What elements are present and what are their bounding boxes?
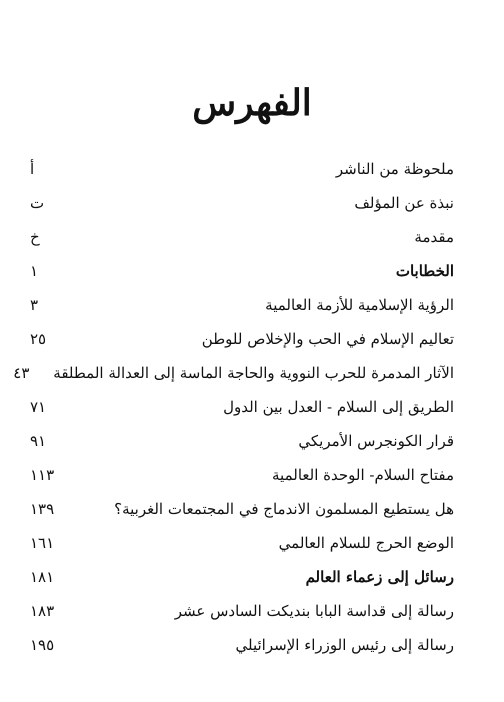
toc-entry-title: قرار الكونجرس الأمريكي <box>298 432 454 450</box>
toc-entry-title: الوضع الحرج للسلام العالمي <box>278 534 454 552</box>
toc-entry-title: ملحوظة من الناشر <box>335 160 454 178</box>
toc-entry-page: ٢٥ <box>30 330 47 348</box>
toc-entry <box>30 628 454 662</box>
toc-entry-title: رسالة إلى رئيس الوزراء الإسرائيلي <box>235 636 454 654</box>
toc-entry <box>30 458 454 492</box>
toc-section-heading <box>30 560 454 594</box>
toc-entry <box>30 526 454 560</box>
toc-entry-title: مفتاح السلام- الوحدة العالمية <box>272 466 454 484</box>
toc-entry <box>30 220 454 254</box>
toc-entry-page: ١٨٣ <box>30 602 55 620</box>
toc-entry-page: ٤٣ <box>13 364 30 382</box>
toc-entry-page: ١٨١ <box>30 568 55 586</box>
toc-entry <box>30 288 454 322</box>
toc-entry-page: ١٩٥ <box>30 636 55 654</box>
toc-entry-page: ١ <box>30 262 39 280</box>
page-title: الفهرس <box>192 82 312 124</box>
toc-section-heading <box>30 254 454 288</box>
toc-entry-page: خ <box>30 228 40 246</box>
toc-entry <box>30 424 454 458</box>
toc-entry-title: رسائل إلى زعماء العالم <box>305 568 454 586</box>
toc-entry-title: تعاليم الإسلام في الحب والإخلاص للوطن <box>201 330 454 348</box>
toc-entry-page: ١٦١ <box>30 534 55 552</box>
toc-entry-page: ١٣٩ <box>30 500 55 518</box>
toc-entry-title: مقدمة <box>414 228 454 246</box>
toc-entry-title: هل يستطيع المسلمون الاندماج في المجتمعات الغربية؟ <box>114 500 454 518</box>
toc-entry <box>30 594 454 628</box>
toc-entry-title: الرؤية الإسلامية للأزمة العالمية <box>265 296 454 314</box>
toc-entry <box>30 322 454 356</box>
toc-entry-title: رسالة إلى قداسة البابا بنديكت السادس عشر <box>174 602 454 620</box>
table-of-contents <box>13 152 454 662</box>
toc-entry-page: ١١٣ <box>30 466 55 484</box>
toc-entry-title: نبذة عن المؤلف <box>354 194 454 212</box>
toc-entry <box>13 356 454 390</box>
toc-entry-page: ت <box>30 194 45 212</box>
toc-entry-page: ٣ <box>30 296 39 314</box>
toc-entry-page: ٧١ <box>30 398 47 416</box>
toc-entry-title: الطريق إلى السلام - العدل بين الدول <box>223 398 454 416</box>
toc-entry-page: ٩١ <box>30 432 47 450</box>
toc-entry <box>30 390 454 424</box>
toc-entry-title: الآثار المدمرة للحرب النووية والحاجة الماسة إلى العدالة المطلقة <box>53 364 454 382</box>
toc-entry-title: الخطابات <box>395 262 454 280</box>
toc-entry-page: أ <box>30 160 35 178</box>
toc-entry <box>30 186 454 220</box>
toc-entry <box>30 152 454 186</box>
toc-entry <box>30 492 454 526</box>
